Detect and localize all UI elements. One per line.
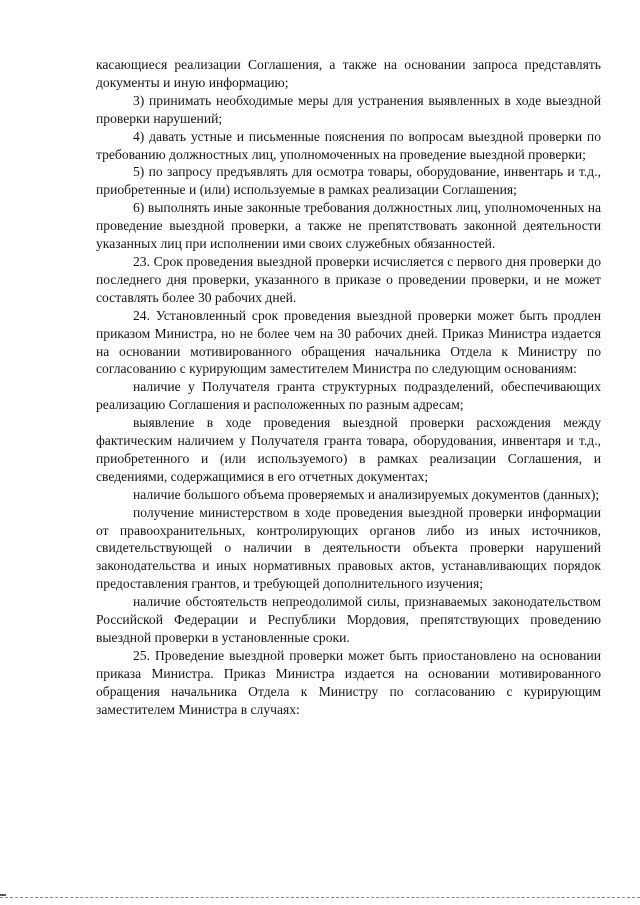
paragraph: получение министерством в ходе проведения выездной проверки информации от правоохранительных, контролирующих органов либо из иных источников, свидетельствующей о наличии в деятельности объекта проверки нарушений законодательства и иных нормативных правовых актов, устанавливающих порядок предоставления грантов, и требующей дополнительного изучения; bbox=[96, 504, 601, 592]
paragraph: 25. Проведение выездной проверки может быть приостановлено на основании приказа Министра. Приказ Министра издается на основании мотивированного обращения начальника Отдела к Министру по согласованию с курирующим заместителем Министра в случаях: bbox=[96, 647, 601, 717]
paragraph: наличие обстоятельств непреодолимой силы, признаваемых законодательством Российской Федерации и Республики Мордовия, препятствующих проведению выездной проверки в установленные сроки. bbox=[96, 594, 601, 645]
paragraph: наличие у Получателя гранта структурных подразделений, обеспечивающих реализацию Соглашения и расположенных по разным адресам; bbox=[96, 379, 601, 413]
document-page bbox=[96, 56, 601, 719]
paragraph: 24. Установленный срок проведения выездной проверки может быть продлен приказом Министра, но не более чем на 30 рабочих дней. Приказ Министра издается на основании мотивированного обращения начальника Отдела к Министру по согласованию с курирующим заместителем Министра по следующим основаниям: bbox=[96, 307, 601, 377]
paragraph: 5) по запросу предъявлять для осмотра товары, оборудование, инвентарь и т.д., приобретенные и (или) используемые в рамках реализации Соглашения; bbox=[96, 164, 601, 198]
paragraph: касающиеся реализации Соглашения, а также на основании запроса представлять документы и иную информацию; bbox=[96, 57, 601, 90]
paragraph: 4) давать устные и письменные пояснения по вопросам выездной проверки по требованию должностных лиц, уполномоченных на проведение выездной проверки; bbox=[96, 128, 601, 162]
paragraph: выявление в ходе проведения выездной проверки расхождения между фактическим наличием у Получателя гранта товара, оборудования, инвентаря и т.д., приобретенного и (или используемого) в рамках реализации Соглашения, и сведениями, содержащимися в его отчетных документах; bbox=[96, 415, 601, 484]
page-bottom-rule bbox=[0, 897, 640, 898]
scan-edge-mark bbox=[0, 894, 6, 896]
paragraph: 6) выполнять иные законные требования должностных лиц, уполномоченных на проведение выездной проверки, а также не препятствовать законной деятельности указанных лиц при исполнении ими своих служебных обязанностей. bbox=[96, 200, 601, 252]
paragraph: 23. Срок проведения выездной проверки исчисляется с первого дня проверки до последнего дня проверки, указанного в приказе о проведении проверки, и не может составлять более 30 рабочих дней. bbox=[96, 253, 601, 305]
paragraph: 3) принимать необходимые меры для устранения выявленных в ходе выездной проверки нарушений; bbox=[96, 92, 601, 126]
paragraph: наличие большого объема проверяемых и анализируемых документов (данных); bbox=[133, 486, 600, 502]
